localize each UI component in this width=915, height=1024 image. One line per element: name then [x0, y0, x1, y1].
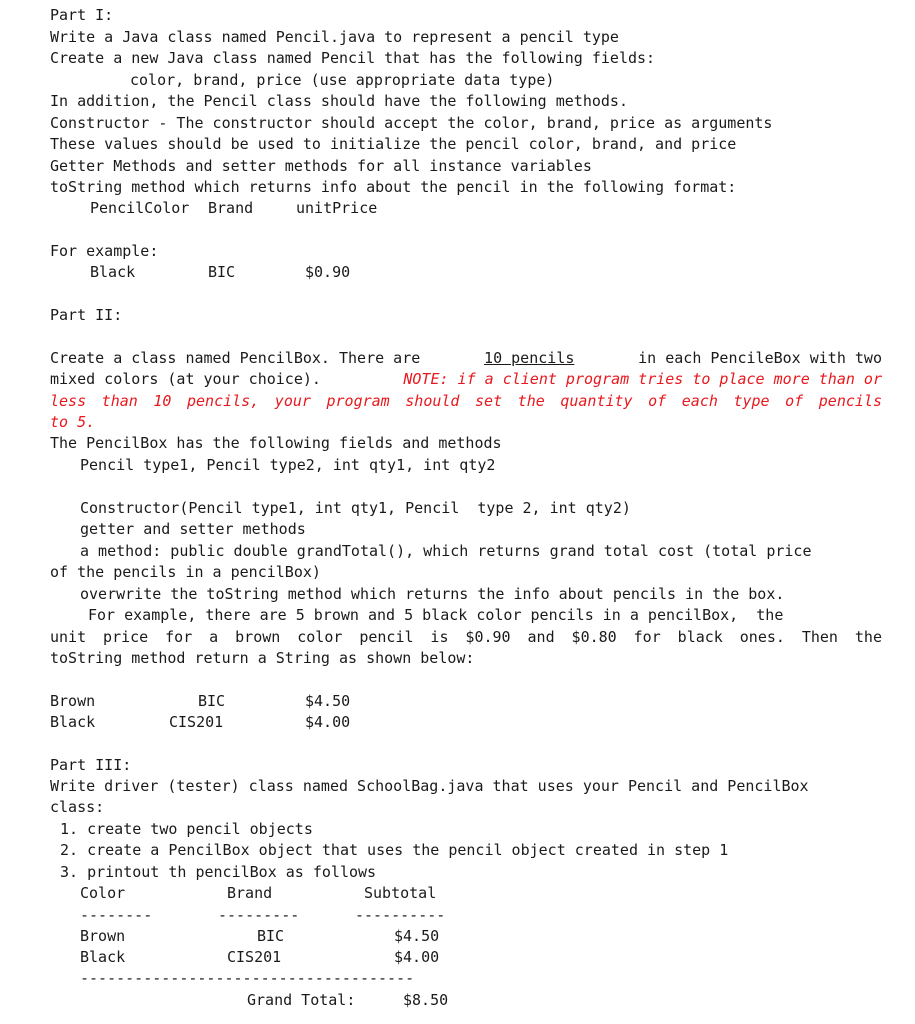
p2-text: mixed colors (at your choice). [50, 370, 321, 388]
box-row-1-color: Brown [50, 692, 96, 710]
part2-line-1: The PencilBox has the following fields and methods [50, 434, 502, 452]
bag-row-1-color: Brown [80, 927, 126, 945]
part2-fields: Pencil type1, Pencil type2, int qty1, int qty2 [80, 456, 496, 474]
note-line-1: NOTE: if a client program tries to place more than or [403, 370, 882, 388]
step-3: 3. printout th pencilBox as follows [60, 863, 377, 881]
part2-heading: Part II: [50, 306, 123, 324]
dash-brand: --------- [218, 906, 300, 924]
bag-row-1-brand: BIC [257, 927, 285, 945]
example-brand: BIC [208, 263, 236, 281]
bag-row-2-color: Black [80, 948, 126, 966]
note-line-2: less than 10 pencils, your program should set the quantity of each type of pencils [50, 392, 882, 410]
example-1-a: For example, there are 5 brown and 5 black color pencils in a pencilBox, the [88, 606, 784, 624]
box-row-2-color: Black [50, 713, 96, 731]
part3-line-2: class: [50, 798, 105, 816]
part1-line-4: In addition, the Pencil class should have the following methods. [50, 92, 628, 110]
part1-heading: Part I: [50, 6, 114, 24]
box-row-1-brand: BIC [198, 692, 226, 710]
example-color: Black [90, 263, 136, 281]
part3-heading: Part III: [50, 756, 132, 774]
part1-line-1: Write a Java class named Pencil.java to represent a pencil type [50, 28, 619, 46]
pencil-count: 10 pencils [484, 349, 575, 367]
part1-line-6: These values should be used to initialize the pencil color, brand, and price [50, 135, 737, 153]
part2-grandtotal-cont: of the pencils in a pencilBox) [50, 563, 321, 581]
step-2: 2. create a PencilBox object that uses the pencil object created in step 1 [60, 841, 729, 859]
part2-getters: getter and setter methods [80, 520, 306, 538]
part2-paragraph-line-2 [50, 369, 882, 390]
col-header-color: Color [80, 884, 126, 902]
format-brand: Brand [208, 199, 254, 217]
part2-example-1 [88, 605, 882, 626]
bag-row-2-subtotal: $4.00 [394, 948, 440, 966]
bag-row-1-subtotal: $4.50 [394, 927, 440, 945]
dash-subtotal: ---------- [355, 906, 446, 924]
part2-example-3: toString method return a String as shown below: [50, 649, 475, 667]
part1-line-2: Create a new Java class named Pencil that has the following fields: [50, 49, 656, 67]
part1-fields: color, brand, price (use appropriate data type) [130, 71, 555, 89]
format-price: unitPrice [296, 199, 378, 217]
box-row-2-brand: CIS201 [169, 713, 224, 731]
part2-grandtotal: a method: public double grandTotal(), which returns grand total cost (total price [80, 542, 812, 560]
part2-tostring: overwrite the toString method which returns the info about pencils in the box. [80, 585, 785, 603]
col-header-subtotal: Subtotal [364, 884, 437, 902]
format-color: PencilColor [90, 199, 190, 217]
grand-total-value: $8.50 [403, 991, 449, 1009]
part1-line-8: toString method which returns info about the pencil in the following format: [50, 178, 737, 196]
p1-start: Create a class named PencilBox. There are [50, 349, 421, 367]
part2-example-2: unit price for a brown color pencil is $0.90 and $0.80 for black ones. Then the [50, 628, 882, 646]
p1-end: in each PencileBox with two [638, 349, 882, 367]
example-label: For example: [50, 242, 159, 260]
part1-line-7: Getter Methods and setter methods for all instance variables [50, 157, 592, 175]
long-divider: ------------------------------------- [80, 969, 415, 987]
box-row-2-price: $4.00 [305, 713, 351, 731]
grand-total-label: Grand Total: [247, 991, 356, 1009]
part2-constructor: Constructor(Pencil type1, int qty1, Pencil type 2, int qty2) [80, 499, 631, 517]
step-1: 1. create two pencil objects [60, 820, 313, 838]
dash-color: -------- [80, 906, 153, 924]
col-header-brand: Brand [227, 884, 273, 902]
bag-row-2-brand: CIS201 [227, 948, 282, 966]
part1-line-5: Constructor - The constructor should accept the color, brand, price as arguments [50, 114, 773, 132]
part3-line-1: Write driver (tester) class named SchoolBag.java that uses your Pencil and PencilBox [50, 777, 809, 795]
box-row-1-price: $4.50 [305, 692, 351, 710]
example-price: $0.90 [305, 263, 351, 281]
part2-paragraph-line-1 [50, 348, 882, 369]
note-line-3: to 5. [50, 413, 96, 431]
